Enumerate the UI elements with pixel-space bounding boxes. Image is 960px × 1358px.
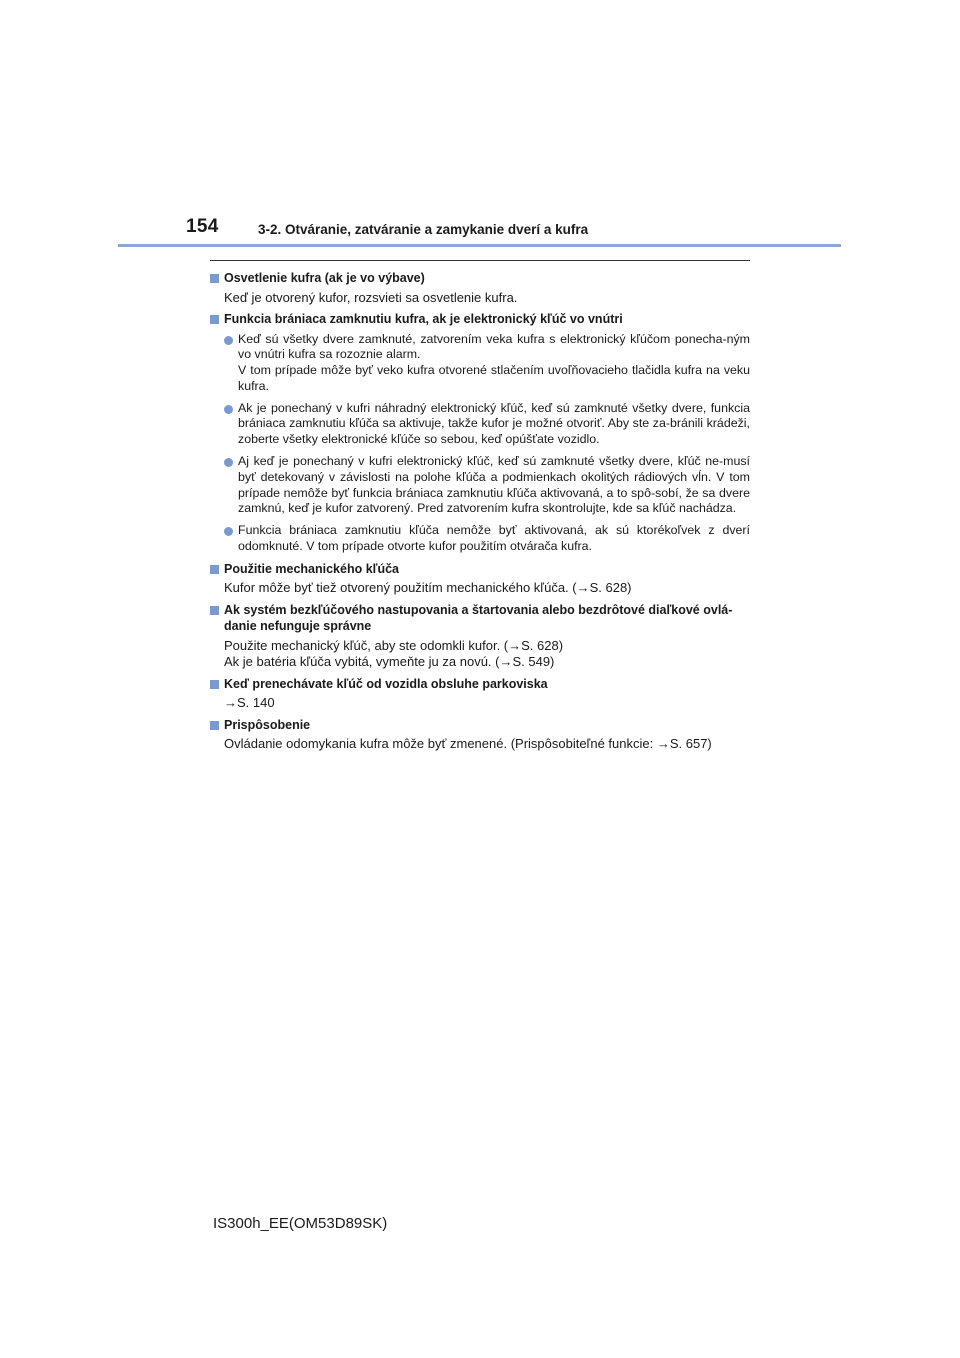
- square-bullet-icon: [210, 606, 219, 615]
- round-bullet-icon: [224, 336, 233, 345]
- footer-model-code: IS300h_EE(OM53D89SK): [213, 1215, 388, 1232]
- square-bullet-icon: [210, 721, 219, 730]
- section-mechanical-key: [210, 561, 750, 597]
- list-item-text: Funkcia brániaca zamknutiu kľúča nemôže byť aktivovaná, ak sú ktorékoľvek z dverí odomknuté. V tom prípade otvorte kufor použitím otvárača kufra.: [238, 523, 750, 554]
- list-item-text: Aj keď je ponechaný v kufri elektronický kľúč, keď sú zamknuté všetky dvere, kľúč ne-musí byť detekovaný v závislosti na polohe kľúča a podmienkach okolitých rádiových vĺn. V tom prípade nemôže byť funkcia brániaca zamknutiu kľúča aktivovaná, a to spô-sobí, že sa dvere zamknú, keď je kufor zatvorený. Pred zatvorením kufra skontrolujte, kde sa kľúč nachádza.: [238, 454, 750, 516]
- section-heading: Osvetlenie kufra (ak je vo výbave): [224, 271, 425, 285]
- section-text: →S. 140: [224, 695, 275, 711]
- section-system-failure: [210, 602, 750, 671]
- square-bullet-icon: [210, 274, 219, 283]
- section-text: Použite mechanický kľúč, aby ste odomkli kufor. (→S. 628): [224, 637, 564, 653]
- section-heading: Keď prenechávate kľúč od vozidla obsluhe parkoviska: [224, 676, 548, 691]
- chapter-title: 3-2. Otváranie, zatváranie a zamykanie dverí a kufra: [258, 222, 589, 237]
- section-text: Ovládanie odomykania kufra môže byť zmenené. (Prispôsobiteľné funkcie: →S. 657): [224, 736, 712, 752]
- round-bullet-icon: [224, 405, 233, 414]
- list-item: [222, 332, 750, 395]
- section-heading: Funkcia brániaca zamknutiu kufra, ak je elektronický kľúč vo vnútri: [224, 312, 623, 326]
- list-item: [222, 401, 750, 448]
- square-bullet-icon: [210, 315, 219, 324]
- section-heading: Použitie mechanického kľúča: [224, 561, 400, 576]
- section-heading: Ak systém bezkľúčového nastupovania a štartovania alebo bezdrôtové diaľkové ovlá-danie nefunguje správne: [224, 602, 733, 634]
- list-item: [222, 523, 750, 555]
- square-bullet-icon: [210, 680, 219, 689]
- list-item-text: Keď sú všetky dvere zamknuté, zatvorením veka kufra s elektronický kľúčom ponecha-ným vo vnútri kufra sa rozoznie alarm. V tom prípade môže byť veko kufra otvorené stlačením uvoľňovacieho tlačidla kufra na veku kufra.: [238, 331, 750, 393]
- section-customization: [210, 717, 750, 753]
- section-key-lockout: [210, 311, 750, 555]
- square-bullet-icon: [210, 565, 219, 574]
- list-item-text: Ak je ponechaný v kufri náhradný elektronický kľúč, keď sú zamknuté všetky dvere, funkcia brániaca zamknutiu kľúča sa aktivuje, takže kufor je možné otvoriť. Aby ste za-bránili krádeži, zoberte všetky elektronické kľúče so sebou, keď opúšťate vozidlo.: [238, 400, 750, 447]
- section-heading: Prispôsobenie: [224, 717, 311, 732]
- section-text: Keď je otvorený kufor, rozsvieti sa osvetlenie kufra.: [224, 289, 518, 305]
- page-content: [210, 270, 750, 758]
- section-text: Ak je batéria kľúča vybitá, vymeňte ju za novú. (→S. 549): [224, 654, 555, 670]
- section-divider: [210, 260, 750, 261]
- round-bullet-icon: [224, 458, 233, 467]
- round-bullet-icon: [224, 527, 233, 536]
- header-rule: [118, 244, 841, 247]
- section-valet: [210, 676, 750, 712]
- section-trunk-light: [210, 270, 750, 306]
- page-number: 154: [186, 216, 219, 237]
- list-item: [222, 454, 750, 517]
- section-text: Kufor môže byť tiež otvorený použitím mechanického kľúča. (→S. 628): [224, 580, 632, 596]
